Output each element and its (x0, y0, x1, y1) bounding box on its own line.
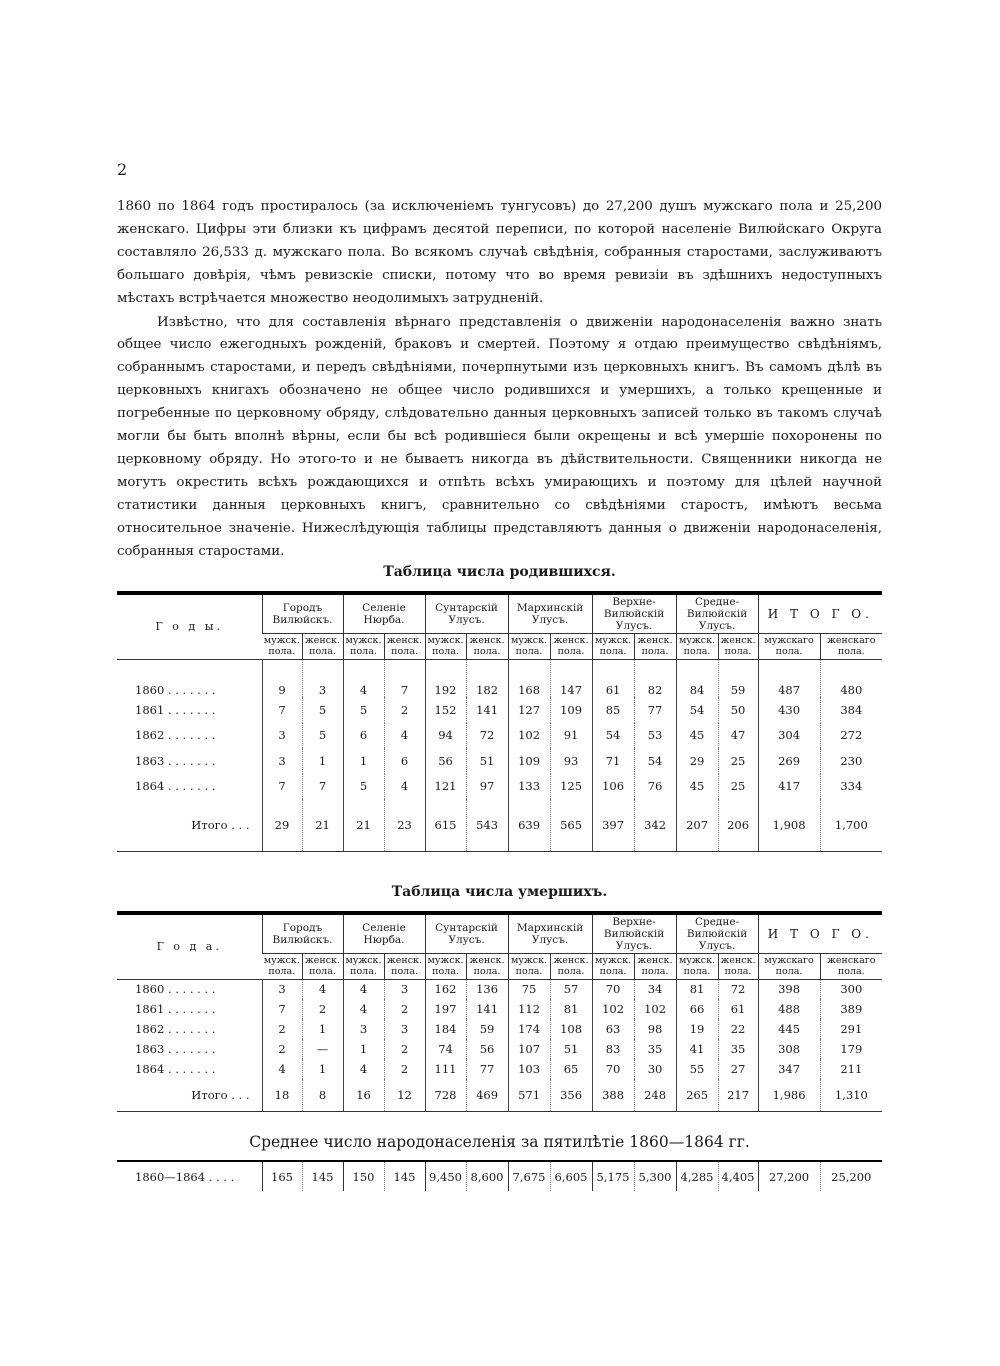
cell-value: 1 (343, 748, 384, 774)
group-header: Верхне-Вилюйскій Улусъ. (592, 913, 676, 953)
cell-value: 1 (302, 1059, 343, 1079)
cell-value: 45 (676, 723, 718, 749)
table-row (117, 748, 882, 774)
page-number: 2 (117, 160, 128, 179)
cell-value: 487 (758, 659, 820, 697)
cell-value: 147 (550, 659, 592, 697)
average-value: 5,175 (592, 1161, 634, 1191)
average-value: 5,300 (634, 1161, 676, 1191)
total-value: 728 (425, 1079, 466, 1111)
total-value: 21 (302, 799, 343, 851)
cell-value: 230 (820, 748, 882, 774)
table-row (117, 1039, 882, 1059)
cell-value: 7 (302, 774, 343, 800)
cell-value: 4 (343, 999, 384, 1019)
cell-value: 65 (550, 1059, 592, 1079)
cell-value: 3 (384, 1019, 425, 1039)
average-value: 8,600 (466, 1161, 508, 1191)
group-header: Мархинскій Улусъ. (508, 913, 592, 953)
cell-value: 97 (466, 774, 508, 800)
average-table-title: Среднее число народонаселенія за пятилѣтіе 1860—1864 гг. (249, 1133, 750, 1151)
cell-value: 347 (758, 1059, 820, 1079)
cell-value: 3 (343, 1019, 384, 1039)
cell-value: 488 (758, 999, 820, 1019)
row-year: 1863 . . . . . . . (135, 753, 216, 768)
cell-value: 1 (343, 1039, 384, 1059)
cell-value: 111 (425, 1059, 466, 1079)
cell-value: 98 (634, 1019, 676, 1039)
cell-value: — (302, 1039, 343, 1059)
births-table-title: Таблица числа родившихся. (383, 564, 616, 580)
average-value: 145 (384, 1161, 425, 1191)
total-value: 21 (343, 799, 384, 851)
cell-value: 103 (508, 1059, 550, 1079)
cell-value: 152 (425, 697, 466, 723)
cell-value: 7 (384, 659, 425, 697)
cell-value: 57 (550, 979, 592, 999)
sub-header-female: женск. пола. (718, 953, 758, 979)
cell-value: 5 (343, 774, 384, 800)
sub-header-male: мужск. пола. (592, 633, 634, 659)
cell-value: 2 (384, 999, 425, 1019)
year-header: Г о д ы. (117, 593, 262, 659)
cell-value: 45 (676, 774, 718, 800)
cell-value: 4 (384, 723, 425, 749)
cell-value: 162 (425, 979, 466, 999)
cell-value: 54 (634, 748, 676, 774)
cell-value: 168 (508, 659, 550, 697)
total-value: 388 (592, 1079, 634, 1111)
average-table (117, 1160, 882, 1191)
cell-value: 77 (634, 697, 676, 723)
total-label: Итого . . . (117, 799, 262, 851)
group-header: Сунтарскій Улусъ. (425, 913, 508, 953)
total-value: 469 (466, 1079, 508, 1111)
group-header: Средне-Вилюйскій Улусъ. (676, 593, 758, 633)
total-value: 543 (466, 799, 508, 851)
row-year: 1860 . . . . . . . (135, 683, 216, 697)
cell-value: 47 (718, 723, 758, 749)
cell-value: 4 (343, 1059, 384, 1079)
table-row (117, 697, 882, 723)
total-value: 8 (302, 1079, 343, 1111)
cell-value: 3 (384, 979, 425, 999)
cell-value: 112 (508, 999, 550, 1019)
cell-value: 91 (550, 723, 592, 749)
cell-value: 182 (466, 659, 508, 697)
cell-value: 2 (262, 1019, 302, 1039)
cell-value: 6 (384, 748, 425, 774)
sub-header-male: мужск. пола. (676, 633, 718, 659)
cell-value: 7 (262, 697, 302, 723)
total-value: 356 (550, 1079, 592, 1111)
cell-value: 75 (508, 979, 550, 999)
total-value: 1,700 (820, 799, 882, 851)
total-value: 23 (384, 799, 425, 851)
cell-value: 3 (262, 979, 302, 999)
cell-value: 4 (262, 1059, 302, 1079)
cell-value: 56 (466, 1039, 508, 1059)
average-value: 145 (302, 1161, 343, 1191)
cell-value: 94 (425, 723, 466, 749)
cell-value: 197 (425, 999, 466, 1019)
sub-header-male: мужск. пола. (262, 953, 302, 979)
average-value: 165 (262, 1161, 302, 1191)
group-header: Селеніе Нюрба. (343, 593, 425, 633)
cell-value: 304 (758, 723, 820, 749)
cell-value: 66 (676, 999, 718, 1019)
cell-value: 1 (302, 748, 343, 774)
sub-header-total-male: мужскаго пола. (758, 633, 820, 659)
sub-header-male: мужск. пола. (262, 633, 302, 659)
total-value: 16 (343, 1079, 384, 1111)
total-value: 571 (508, 1079, 550, 1111)
table-row (117, 979, 882, 999)
total-value: 615 (425, 799, 466, 851)
cell-value: 27 (718, 1059, 758, 1079)
cell-value: 84 (676, 659, 718, 697)
total-value: 206 (718, 799, 758, 851)
group-header: Средне-Вилюйскій Улусъ. (676, 913, 758, 953)
cell-value: 3 (302, 659, 343, 697)
cell-value: 53 (634, 723, 676, 749)
cell-value: 7 (262, 999, 302, 1019)
cell-value: 308 (758, 1039, 820, 1059)
cell-value: 107 (508, 1039, 550, 1059)
sub-header-female: женск. пола. (466, 633, 508, 659)
cell-value: 61 (718, 999, 758, 1019)
sub-header-female: женск. пола. (466, 953, 508, 979)
row-year: 1862 . . . . . . . (135, 728, 216, 743)
births-table (117, 591, 882, 852)
total-value: 639 (508, 799, 550, 851)
average-value: 27,200 (758, 1161, 820, 1191)
sub-header-male: мужск. пола. (425, 953, 466, 979)
cell-value: 5 (302, 723, 343, 749)
cell-value: 83 (592, 1039, 634, 1059)
cell-value: 72 (466, 723, 508, 749)
cell-value: 5 (302, 697, 343, 723)
cell-value: 25 (718, 748, 758, 774)
cell-value: 300 (820, 979, 882, 999)
group-header: Сунтарскій Улусъ. (425, 593, 508, 633)
sub-header-male: мужск. пола. (343, 953, 384, 979)
cell-value: 7 (262, 774, 302, 800)
total-label: Итого . . . (117, 1079, 262, 1111)
cell-value: 4 (302, 979, 343, 999)
row-year: 1860 . . . . . . . (135, 982, 216, 997)
cell-value: 384 (820, 697, 882, 723)
cell-value: 9 (262, 659, 302, 697)
table-row (117, 723, 882, 749)
total-value: 397 (592, 799, 634, 851)
cell-value: 102 (592, 999, 634, 1019)
cell-value: 77 (466, 1059, 508, 1079)
cell-value: 4 (343, 659, 384, 697)
total-value: 1,310 (820, 1079, 882, 1111)
cell-value: 51 (550, 1039, 592, 1059)
sub-header-female: женск. пола. (550, 633, 592, 659)
group-header: Мархинскій Улусъ. (508, 593, 592, 633)
cell-value: 35 (634, 1039, 676, 1059)
cell-value: 6 (343, 723, 384, 749)
average-value: 9,450 (425, 1161, 466, 1191)
total-header: И Т О Г О. (758, 593, 882, 633)
group-header: Селеніе Нюрба. (343, 913, 425, 953)
total-value: 1,908 (758, 799, 820, 851)
cell-value: 109 (508, 748, 550, 774)
cell-value: 2 (302, 999, 343, 1019)
cell-value: 82 (634, 659, 676, 697)
average-value: 25,200 (820, 1161, 882, 1191)
cell-value: 85 (592, 697, 634, 723)
cell-value: 179 (820, 1039, 882, 1059)
body-text (117, 196, 882, 564)
cell-value: 71 (592, 748, 634, 774)
cell-value: 2 (384, 1059, 425, 1079)
row-year: 1864 . . . . . . . (135, 779, 216, 794)
year-header: Г о д а. (117, 913, 262, 979)
paragraph-1: 1860 по 1864 годъ простиралось (за исключеніемъ тунгусовъ) до 27,200 душъ мужскаго пола и 25,200 женскаго. Цифры эти близки къ цифрамъ десятой переписи, по которой населеніе Вилюйскаго Округа составляло 26,533 д. мужскаго пола. Во всякомъ случаѣ свѣдѣнія, собранныя старостами, заслуживаютъ большаго довѣрія, чѣмъ ревизскіе списки, потому что во время ревизіи въ здѣшнихъ недоступныхъ мѣстахъ встрѣчается множество неодолимыхъ затрудненій. (117, 199, 882, 306)
cell-value: 25 (718, 774, 758, 800)
deaths-table-title: Таблица числа умершихъ. (391, 884, 608, 900)
sub-header-total-female: женскаго пола. (820, 953, 882, 979)
cell-value: 2 (384, 697, 425, 723)
cell-value: 102 (634, 999, 676, 1019)
total-row (117, 1079, 882, 1111)
row-year: 1861 . . . . . . . (135, 702, 216, 717)
cell-value: 35 (718, 1039, 758, 1059)
cell-value: 51 (466, 748, 508, 774)
total-value: 29 (262, 799, 302, 851)
total-value: 248 (634, 1079, 676, 1111)
sub-header-female: женск. пола. (634, 953, 676, 979)
cell-value: 56 (425, 748, 466, 774)
cell-value: 389 (820, 999, 882, 1019)
cell-value: 4 (343, 979, 384, 999)
cell-value: 81 (550, 999, 592, 1019)
group-header: Городъ Вилюйскъ. (262, 913, 343, 953)
cell-value: 41 (676, 1039, 718, 1059)
cell-value: 34 (634, 979, 676, 999)
average-value: 4,285 (676, 1161, 718, 1191)
cell-value: 54 (592, 723, 634, 749)
average-value: 4,405 (718, 1161, 758, 1191)
cell-value: 70 (592, 1059, 634, 1079)
total-value: 565 (550, 799, 592, 851)
total-value: 342 (634, 799, 676, 851)
cell-value: 2 (262, 1039, 302, 1059)
cell-value: 3 (262, 748, 302, 774)
total-value: 217 (718, 1079, 758, 1111)
cell-value: 417 (758, 774, 820, 800)
cell-value: 1 (302, 1019, 343, 1039)
sub-header-female: женск. пола. (384, 633, 425, 659)
cell-value: 63 (592, 1019, 634, 1039)
cell-value: 192 (425, 659, 466, 697)
cell-value: 480 (820, 659, 882, 697)
average-value: 150 (343, 1161, 384, 1191)
cell-value: 108 (550, 1019, 592, 1039)
average-value: 7,675 (508, 1161, 550, 1191)
cell-value: 109 (550, 697, 592, 723)
cell-value: 72 (718, 979, 758, 999)
sub-header-total-male: мужскаго пола. (758, 953, 820, 979)
cell-value: 141 (466, 999, 508, 1019)
sub-header-female: женск. пола. (302, 633, 343, 659)
sub-header-female: женск. пола. (384, 953, 425, 979)
total-value: 12 (384, 1079, 425, 1111)
cell-value: 136 (466, 979, 508, 999)
cell-value: 4 (384, 774, 425, 800)
cell-value: 174 (508, 1019, 550, 1039)
table-row (117, 1019, 882, 1039)
row-year: 1862 . . . . . . . (135, 1022, 216, 1036)
cell-value: 93 (550, 748, 592, 774)
cell-value: 30 (634, 1059, 676, 1079)
sub-header-female: женск. пола. (718, 633, 758, 659)
sub-header-female: женск. пола. (550, 953, 592, 979)
cell-value: 141 (466, 697, 508, 723)
cell-value: 2 (384, 1039, 425, 1059)
sub-header-male: мужск. пола. (508, 633, 550, 659)
table-row (117, 999, 882, 1019)
cell-value: 81 (676, 979, 718, 999)
sub-header-male: мужск. пола. (508, 953, 550, 979)
cell-value: 61 (592, 659, 634, 697)
total-row (117, 799, 882, 851)
cell-value: 133 (508, 774, 550, 800)
average-value: 6,605 (550, 1161, 592, 1191)
cell-value: 70 (592, 979, 634, 999)
table-row (117, 774, 882, 800)
cell-value: 106 (592, 774, 634, 800)
row-label: 1860—1864 . . . . (117, 1161, 262, 1191)
cell-value: 430 (758, 697, 820, 723)
row-year: 1861 . . . . . . . (135, 1002, 216, 1016)
sub-header-male: мужск. пола. (592, 953, 634, 979)
cell-value: 102 (508, 723, 550, 749)
cell-value: 50 (718, 697, 758, 723)
total-value: 265 (676, 1079, 718, 1111)
cell-value: 55 (676, 1059, 718, 1079)
cell-value: 184 (425, 1019, 466, 1039)
sub-header-male: мужск. пола. (425, 633, 466, 659)
cell-value: 54 (676, 697, 718, 723)
deaths-table (117, 911, 882, 1112)
sub-header-female: женск. пола. (634, 633, 676, 659)
cell-value: 127 (508, 697, 550, 723)
cell-value: 29 (676, 748, 718, 774)
cell-value: 59 (718, 659, 758, 697)
cell-value: 269 (758, 748, 820, 774)
cell-value: 125 (550, 774, 592, 800)
total-header: И Т О Г О. (758, 913, 882, 953)
row-year: 1863 . . . . . . . (135, 1042, 216, 1056)
sub-header-total-female: женскаго пола. (820, 633, 882, 659)
table-row (117, 1059, 882, 1079)
sub-header-female: женск. пола. (302, 953, 343, 979)
total-value: 18 (262, 1079, 302, 1111)
cell-value: 398 (758, 979, 820, 999)
cell-value: 76 (634, 774, 676, 800)
sub-header-male: мужск. пола. (343, 633, 384, 659)
cell-value: 272 (820, 723, 882, 749)
cell-value: 445 (758, 1019, 820, 1039)
total-value: 1,986 (758, 1079, 820, 1111)
cell-value: 3 (262, 723, 302, 749)
cell-value: 5 (343, 697, 384, 723)
table-row (117, 659, 882, 697)
group-header: Верхне-Вилюйскій Улусъ. (592, 593, 676, 633)
row-year: 1864 . . . . . . . (135, 1062, 216, 1076)
cell-value: 211 (820, 1059, 882, 1079)
total-value: 207 (676, 799, 718, 851)
cell-value: 121 (425, 774, 466, 800)
group-header: Городъ Вилюйскъ. (262, 593, 343, 633)
cell-value: 19 (676, 1019, 718, 1039)
cell-value: 291 (820, 1019, 882, 1039)
cell-value: 59 (466, 1019, 508, 1039)
paragraph-2: Извѣстно, что для составленія вѣрнаго представленія о движеніи народонаселенія важно знать общее число ежегодныхъ рожденій, браковъ и смертей. Поэтому я отдаю преимущество свѣдѣніямъ, собраннымъ старостами, и передъ свѣдѣніями, почерпнутыми изъ церковныхъ книгъ. Въ самомъ дѣлѣ въ церковныхъ книгахъ обозначено не общее число родившихся и умершихъ, а только крещенные и погребенные по церковному обряду, слѣдовательно данныя церковныхъ записей только въ такомъ случаѣ могли бы быть вполнѣ вѣрны, если бы всѣ родившіеся были окрещены и всѣ умершіе похоронены по церковному обряду. Но этого-то и не бываетъ никогда въ дѣйствительности. Священники никогда не могутъ окрестить всѣхъ рождающихся и отпѣть всѣхъ умирающихъ и поэтому для цѣлей научной статистики данныя церковныхъ книгъ, сравнительно со свѣдѣніями старостъ, имѣютъ весьма относительное значеніе. Нижеслѣдующія таблицы представляютъ данныя о движеніи народонаселенія, собранныя старостами. (117, 314, 882, 559)
sub-header-male: мужск. пола. (676, 953, 718, 979)
cell-value: 22 (718, 1019, 758, 1039)
cell-value: 334 (820, 774, 882, 800)
cell-value: 74 (425, 1039, 466, 1059)
